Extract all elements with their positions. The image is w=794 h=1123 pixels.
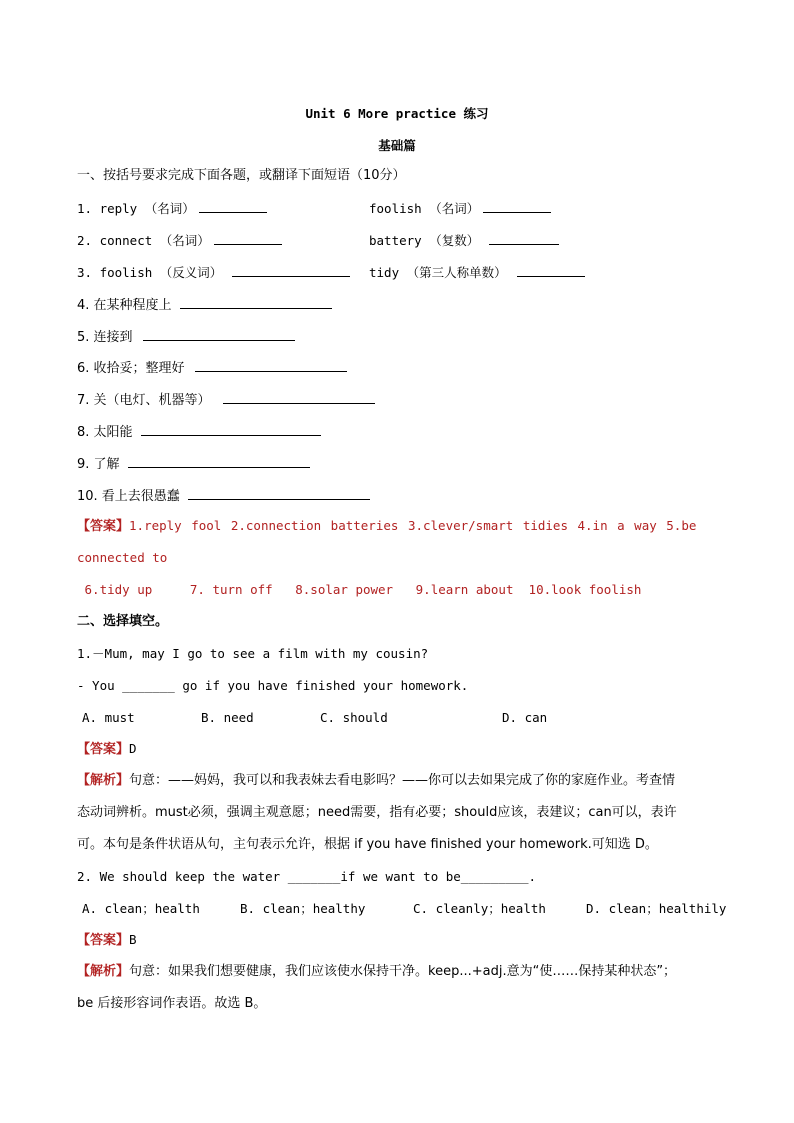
answer-text: 1.reply fool 2.connection batteries 3.clever/smart tidies 4.in a way 5.be <box>129 518 697 533</box>
explanation-label: 【解析】 <box>77 773 130 788</box>
answer-line-2: connected to <box>77 550 168 565</box>
section2-heading: 二、选择填空。 <box>77 614 169 629</box>
page-subtitle: 基础篇 <box>378 138 416 153</box>
explanation-2-line-1 <box>77 963 676 981</box>
option-a[interactable]: A. clean；health <box>82 901 200 916</box>
answer-blank[interactable] <box>199 199 267 213</box>
option-b[interactable]: B. clean；healthy <box>240 901 366 916</box>
option-d[interactable]: D. clean；healthily <box>586 901 727 916</box>
question-text: 8. 太阳能 <box>77 425 133 440</box>
explanation-label: 【解析】 <box>77 964 130 979</box>
question-6 <box>77 358 347 378</box>
answer-blank[interactable] <box>232 263 350 277</box>
answer-label: 【答案】 <box>77 519 130 534</box>
question-text: 3. foolish （反义词） <box>77 265 223 280</box>
explanation-text: 句意：如果我们想要健康，我们应该使水保持干净。keep...+adj.意为“使……保持某种状态”； <box>129 964 677 979</box>
question-text: 4. 在某种程度上 <box>77 298 172 313</box>
question-text: 7. 关（电灯、机器等） <box>77 393 211 408</box>
question-7 <box>77 390 375 410</box>
answer-blank[interactable] <box>489 231 559 245</box>
question-10 <box>77 486 370 506</box>
option-b[interactable]: B. need <box>201 710 254 725</box>
answer-value: D <box>129 741 137 756</box>
section1-heading: 一、按括号要求完成下面各题，或翻译下面短语（10分） <box>77 168 406 183</box>
answer-2 <box>77 931 137 950</box>
answer-block-1 <box>77 517 696 536</box>
answer-blank[interactable] <box>128 454 310 468</box>
question-2b <box>369 231 559 250</box>
question-3a <box>77 263 350 282</box>
mc-question-2: 2. We should keep the water _______if we want to be_________. <box>77 869 537 884</box>
question-text: 5. 连接到 <box>77 330 133 345</box>
question-3b <box>369 263 585 282</box>
question-text: 9. 了解 <box>77 457 120 472</box>
answer-blank[interactable] <box>223 390 375 404</box>
question-text: 1. reply （名词） <box>77 201 195 216</box>
answer-blank[interactable] <box>195 358 347 372</box>
mc-question-1: 1.－Mum, may I go to see a film with my cousin? <box>77 646 429 661</box>
answer-blank[interactable] <box>483 199 551 213</box>
question-text: tidy （第三人称单数） <box>369 265 507 280</box>
page-title: Unit 6 More practice 练习 <box>305 106 489 121</box>
answer-blank[interactable] <box>517 263 585 277</box>
question-text: 10. 看上去很愚蠢 <box>77 489 180 504</box>
option-c[interactable]: C. should <box>320 710 388 725</box>
answer-blank[interactable] <box>141 422 321 436</box>
answer-value: B <box>129 932 137 947</box>
option-d[interactable]: D. can <box>502 710 548 725</box>
answer-blank[interactable] <box>214 231 282 245</box>
question-text: battery （复数） <box>369 233 480 248</box>
question-4 <box>77 295 332 315</box>
question-2a <box>77 231 282 250</box>
option-a[interactable]: A. must <box>82 710 135 725</box>
question-text: foolish （名词） <box>369 201 480 216</box>
explanation-text: 句意：——妈妈，我可以和我表妹去看电影吗？——你可以去如果完成了你的家庭作业。考查情 <box>129 773 676 788</box>
option-c[interactable]: C. cleanly；health <box>413 901 546 916</box>
answer-label: 【答案】 <box>77 742 130 757</box>
answer-blank[interactable] <box>188 486 370 500</box>
question-5 <box>77 327 295 347</box>
answer-label: 【答案】 <box>77 933 130 948</box>
question-8 <box>77 422 321 442</box>
explanation-1-line-3: 可。本句是条件状语从句，主句表示允许，根据 if you have finished your homework.可知选 D。 <box>77 837 658 852</box>
question-1b <box>369 199 551 218</box>
answer-1 <box>77 740 137 759</box>
answer-blank[interactable] <box>180 295 332 309</box>
question-1a <box>77 199 267 218</box>
question-text: 6. 收拾妥；整理好 <box>77 361 185 376</box>
explanation-1-line-2: 态动词辨析。must必须，强调主观意愿；need需要，指有必要；should应该，表建议；can可以，表许 <box>77 805 677 820</box>
answer-line-3: 6.tidy up 7. turn off 8.solar power 9.learn about 10.look foolish <box>77 582 642 597</box>
explanation-1-line-1 <box>77 772 675 790</box>
mc-question-1-reply: - You _______ go if you have finished your homework. <box>77 678 469 693</box>
question-text: 2. connect （名词） <box>77 233 210 248</box>
explanation-2-line-2: be 后接形容词作表语。故选 B。 <box>77 996 267 1011</box>
answer-blank[interactable] <box>143 327 295 341</box>
question-9 <box>77 454 310 474</box>
